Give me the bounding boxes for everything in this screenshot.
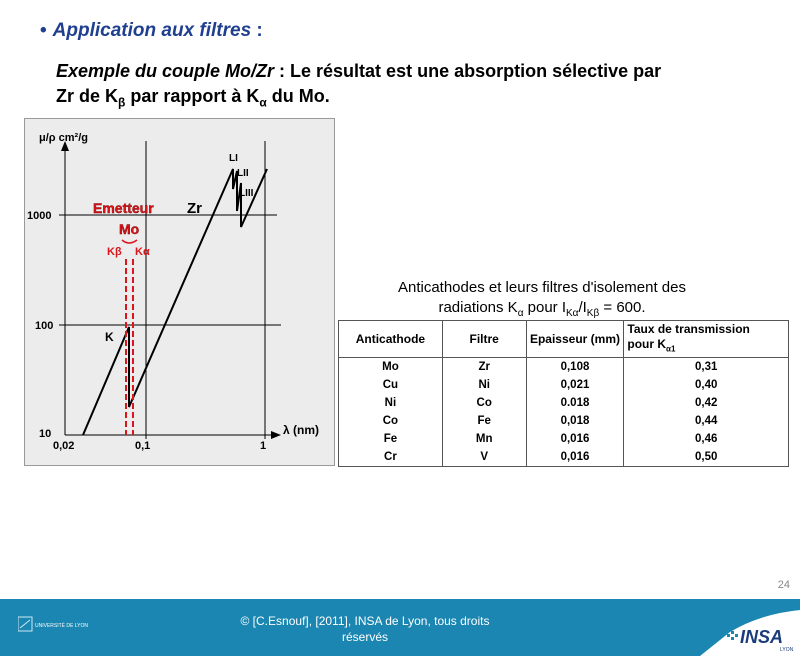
table-row bbox=[339, 358, 789, 377]
table-row bbox=[339, 412, 789, 430]
y-tick-100: 100 bbox=[35, 320, 54, 332]
cell-filtre: Mn bbox=[442, 430, 526, 448]
cell-filtre: V bbox=[442, 448, 526, 467]
table-row bbox=[339, 448, 789, 467]
element-zr-label: Zr bbox=[187, 200, 202, 217]
cell-taux: 0,50 bbox=[624, 448, 789, 467]
insa-lyon-logo bbox=[700, 610, 800, 656]
cell-filtre: Zr bbox=[442, 358, 526, 377]
cell-epaisseur: 0,108 bbox=[526, 358, 624, 377]
cell-epaisseur: 0,021 bbox=[526, 376, 624, 394]
table-row bbox=[339, 376, 789, 394]
cell-epaisseur: 0,016 bbox=[526, 430, 624, 448]
edge-l1-label: LI bbox=[229, 153, 238, 164]
k-alpha-label: Kα bbox=[135, 246, 150, 258]
cell-anticathode: Cr bbox=[339, 448, 443, 467]
uni-logo-text: UNIVERSITÉ DE LYON bbox=[35, 623, 88, 629]
k-beta-label: Kβ bbox=[107, 246, 122, 258]
cell-taux: 0,42 bbox=[624, 394, 789, 412]
header-filtre: Filtre bbox=[442, 321, 526, 358]
header-anticathode: Anticathode bbox=[339, 321, 443, 358]
emitter-label: Emetteur bbox=[93, 200, 154, 216]
cell-anticathode: Cu bbox=[339, 376, 443, 394]
edge-l2-label: LII bbox=[237, 168, 249, 179]
cell-filtre: Ni bbox=[442, 376, 526, 394]
cell-filtre: Co bbox=[442, 394, 526, 412]
absorption-chart bbox=[24, 118, 335, 466]
cell-anticathode: Co bbox=[339, 412, 443, 430]
footer-copyright: © [C.Esnouf], [2011], INSA de Lyon, tous droits réservés bbox=[240, 614, 490, 644]
page-number: 24 bbox=[777, 579, 790, 591]
slide-subtitle: Exemple du couple Mo/Zr : Le résultat est une absorption sélective par Zr de $K_\beta$ par rapport à $K_\alpha$ du Mo. bbox=[56, 61, 662, 110]
cell-anticathode: Fe bbox=[339, 430, 443, 448]
universite-de-lyon-logo bbox=[18, 613, 88, 637]
cell-epaisseur: 0,018 bbox=[526, 412, 624, 430]
bullet-title: • Application aux filtres : bbox=[40, 20, 263, 41]
table-body bbox=[339, 358, 789, 467]
emitter-mo-label: Mo bbox=[119, 221, 140, 237]
table-title: Anticathodes et leurs filtres d'isolement des radiations $K_\alpha$ pour $I_{K\alpha}/I_{K\beta} = 600$. bbox=[397, 279, 686, 319]
y-tick-10: 10 bbox=[39, 428, 52, 440]
edge-l3-label: LIII bbox=[239, 188, 254, 199]
x-tick-01: 0,1 bbox=[135, 440, 151, 452]
x-tick-002: 0,02 bbox=[53, 440, 75, 452]
emitter-brace bbox=[122, 240, 137, 243]
table-row bbox=[339, 430, 789, 448]
bullet-dot: • bbox=[40, 20, 47, 41]
x-tick-1: 1 bbox=[260, 440, 267, 452]
insa-logo-sub: LYON bbox=[780, 647, 794, 653]
y-tick-1000: 1000 bbox=[27, 210, 52, 222]
y-axis-label: μ/ρ cm²/g bbox=[39, 132, 88, 144]
header-taux: Taux de transmission pour $K_{\alpha 1}$ bbox=[624, 321, 789, 358]
table-row bbox=[339, 394, 789, 412]
filters-table bbox=[338, 320, 789, 467]
cell-taux: 0,31 bbox=[624, 358, 789, 377]
cell-taux: 0,44 bbox=[624, 412, 789, 430]
x-axis-label: λ (nm) bbox=[283, 423, 319, 437]
cell-filtre: Fe bbox=[442, 412, 526, 430]
edge-k-label: K bbox=[105, 330, 114, 344]
cell-anticathode: Ni bbox=[339, 394, 443, 412]
table-header-row bbox=[339, 321, 789, 358]
cell-taux: 0,40 bbox=[624, 376, 789, 394]
cell-anticathode: Mo bbox=[339, 358, 443, 377]
cell-epaisseur: 0,016 bbox=[526, 448, 624, 467]
cell-epaisseur: 0.018 bbox=[526, 394, 624, 412]
insa-logo-text: INSA bbox=[740, 627, 784, 647]
header-epaisseur: Epaisseur (mm) bbox=[526, 321, 624, 358]
x-axis-arrow bbox=[271, 431, 281, 439]
cell-taux: 0,46 bbox=[624, 430, 789, 448]
